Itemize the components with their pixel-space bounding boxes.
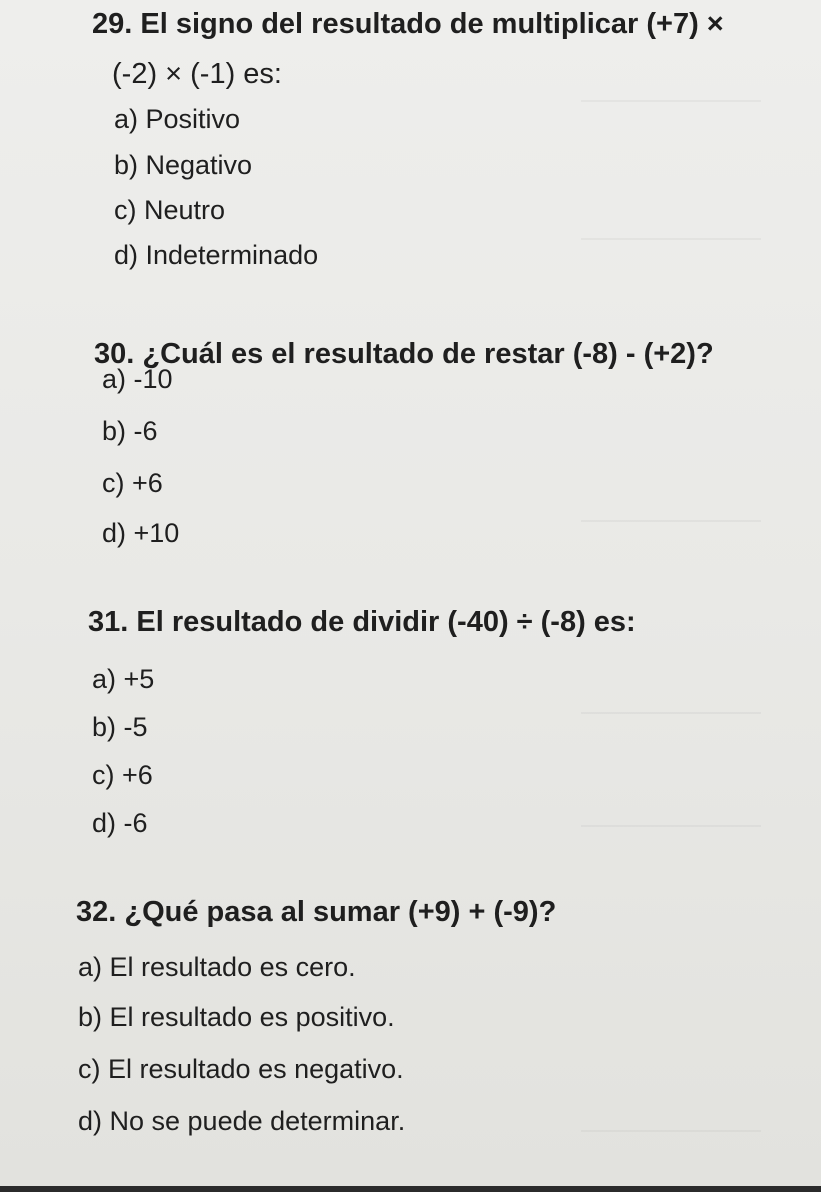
option-d[interactable]: d) Indeterminado: [114, 240, 319, 270]
show-through-mark: [581, 100, 761, 102]
option-d[interactable]: d) +10: [102, 518, 180, 548]
show-through-mark: [581, 520, 761, 522]
option-c[interactable]: c) +6: [102, 468, 163, 498]
show-through-mark: [581, 1130, 761, 1132]
question-title: 32. ¿Qué pasa al sumar (+9) + (-9)?: [76, 896, 557, 928]
show-through-mark: [581, 825, 761, 827]
option-c[interactable]: c) +6: [92, 760, 153, 790]
option-d[interactable]: d) -6: [92, 808, 148, 838]
question-title-continuation: (-2) × (-1) es:: [112, 58, 282, 90]
option-a[interactable]: a) El resultado es cero.: [78, 952, 356, 982]
show-through-mark: [581, 238, 761, 240]
option-d[interactable]: d) No se puede determinar.: [78, 1106, 406, 1136]
option-c[interactable]: c) El resultado es negativo.: [78, 1054, 404, 1084]
question-title: 30. ¿Cuál es el resultado de restar (-8) - (+2)?: [94, 338, 714, 370]
option-b[interactable]: b) El resultado es positivo.: [78, 1002, 395, 1032]
option-b[interactable]: b) -6: [102, 416, 158, 446]
option-b[interactable]: b) -5: [92, 712, 148, 742]
option-c[interactable]: c) Neutro: [114, 195, 226, 225]
question-title: 31. El resultado de dividir (-40) ÷ (-8) es:: [88, 606, 636, 638]
option-a[interactable]: a) -10: [102, 364, 173, 394]
option-a[interactable]: a) Positivo: [114, 104, 241, 134]
page-bottom-edge: [0, 1186, 821, 1192]
show-through-mark: [581, 712, 761, 714]
option-b[interactable]: b) Negativo: [114, 150, 253, 180]
question-title: 29. El signo del resultado de multiplicar (+7) ×: [92, 8, 724, 40]
option-a[interactable]: a) +5: [92, 664, 155, 694]
